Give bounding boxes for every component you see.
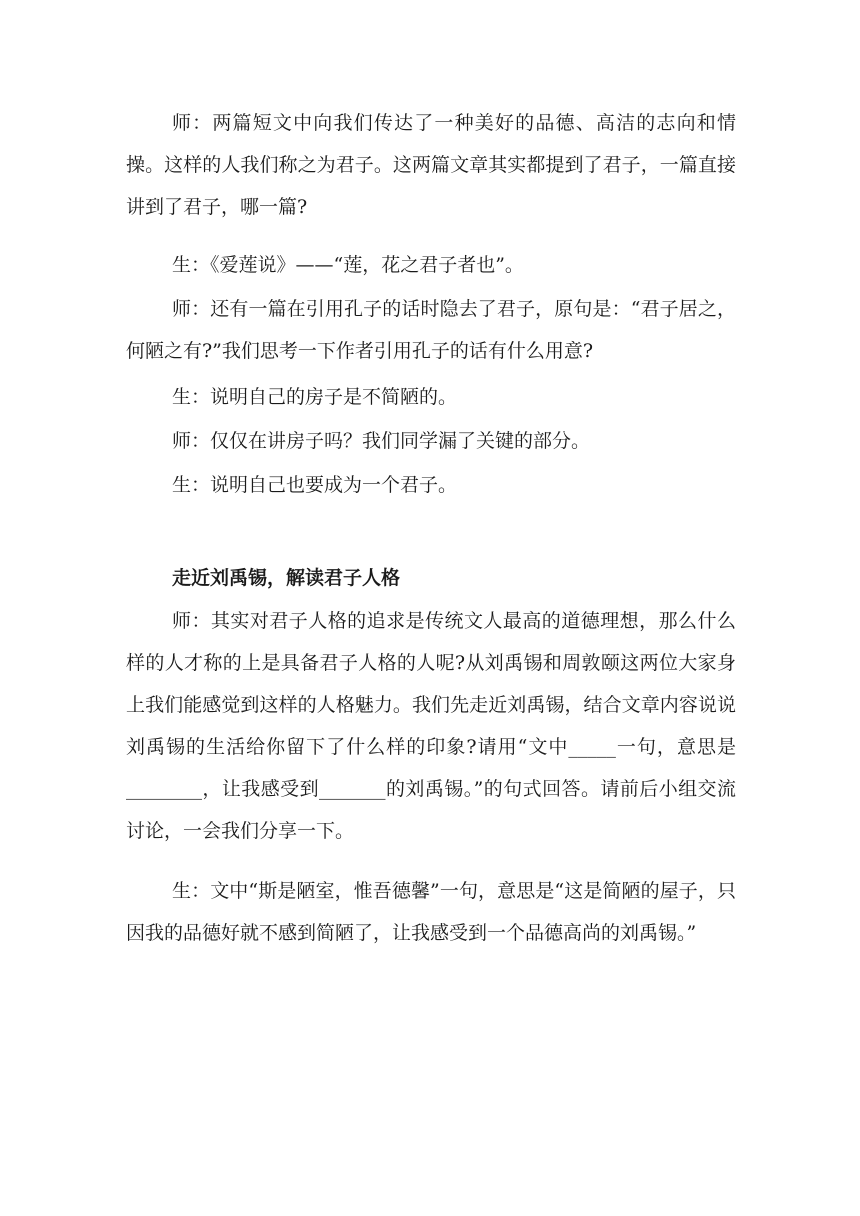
section-heading: 走近刘禹锡，解读君子人格	[172, 567, 401, 589]
dialogue-paragraph: 生：《爱莲说》——“莲，花之君子者也”。	[172, 254, 524, 276]
dialogue-paragraph: 生：说明自己也要成为一个君子。	[172, 474, 458, 496]
dialogue-paragraph: 生：文中“斯是陋室，惟吾德馨”一句，意思是“这是简陋的屋子，只因我的品德好就不感到简陋了，让我感受到一个品德高尚的刘禹锡。”	[126, 880, 736, 944]
dialogue-paragraph: 师：仅仅在讲房子吗？我们同学漏了关键的部分。	[172, 430, 591, 452]
dialogue-paragraph: 师：其实对君子人格的追求是传统文人最高的道德理想，那么什么样的人才称的上是具备君子人格的人呢?从刘禹锡和周敦颐这两位大家身上我们能感觉到这样的人格魅力。我们先走近刘禹锡，结合文章内容说说刘禹锡的生活给你留下了什么样的印象?请用“文中_____一句，意思是________，让我感受到_______的刘禹锡。”的句式回答。请前后小组交流讨论，一会我们分享一下。	[126, 610, 736, 842]
dialogue-paragraph: 生：说明自己的房子是不简陋的。	[172, 386, 458, 408]
dialogue-paragraph: 师：两篇短文中向我们传达了一种美好的品德、高洁的志向和情操。这样的人我们称之为君子。这两篇文章其实都提到了君子，一篇直接讲到了君子，哪一篇?	[126, 112, 736, 218]
dialogue-paragraph: 师：还有一篇在引用孔子的话时隐去了君子，原句是：“君子居之，何陋之有?”我们思考一下作者引用孔子的话有什么用意?	[126, 298, 736, 362]
